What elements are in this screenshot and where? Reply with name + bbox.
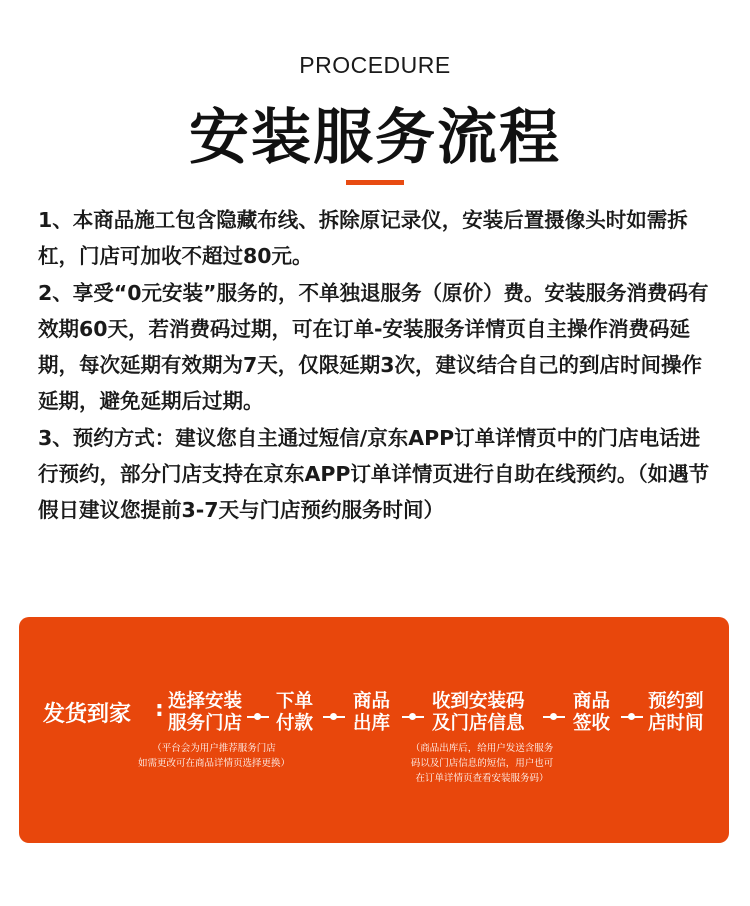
step-line: 出库 (353, 713, 391, 734)
flow-step-dispatch (353, 691, 390, 735)
flow-note-code (402, 741, 562, 786)
note-line: 如需更改可在商品详情页选择更换） (137, 758, 290, 769)
notes-list (38, 202, 718, 529)
step-line: 服务门店 (168, 713, 243, 734)
page-title: 安装服务流程 (189, 103, 561, 173)
note-item: 1、本商品施工包含隐藏布线、拆除原记录仪，安装后置摄像头时如需拆杠，门店可加收不超过80元。 (38, 208, 688, 269)
flow-arrow-icon (621, 713, 643, 721)
step-line: 预约到 (648, 691, 704, 712)
flow-step-book-time (648, 691, 704, 735)
step-line: 商品 (353, 691, 391, 712)
process-flow-panel (19, 617, 729, 843)
flow-colon: : (155, 697, 164, 722)
flow-arrow-icon (323, 713, 345, 721)
note-line: （商品出库后，给用户发送含服务 (410, 743, 554, 754)
step-line: 及门店信息 (432, 713, 525, 734)
flow-note-store (114, 741, 314, 771)
step-line: 下单 (276, 691, 314, 712)
step-line: 签收 (573, 713, 611, 734)
note-line: 码以及门店信息的短信，用户也可 (410, 758, 554, 769)
flow-step-select-store (168, 691, 242, 735)
step-line: 收到安装码 (432, 691, 525, 712)
step-line: 选择安装 (168, 691, 243, 712)
flow-arrow-icon (402, 713, 424, 721)
step-line: 付款 (276, 713, 314, 734)
step-line: 店时间 (648, 713, 704, 734)
flow-arrow-icon (543, 713, 565, 721)
note-item: 3、预约方式：建议您自主通过短信/京东APP订单详情页中的门店电话进行预约，部分门店支持在京东APP订单详情页进行自助在线预约。（如遇节假日建议您提前3-7天与门店预约服务时间） (38, 425, 710, 523)
flow-step-receive-code (432, 691, 525, 735)
title-underline (346, 180, 404, 185)
section-subtitle: PROCEDURE (299, 52, 451, 78)
flow-step-order-pay (276, 691, 313, 735)
flow-step-sign-for (573, 691, 610, 735)
step-line: 商品 (573, 691, 611, 712)
note-line: （平台会为用户推荐服务门店 (152, 743, 276, 754)
note-item: 2、享受“0元安装”服务的，不单独退服务（原价）费。安装服务消费码有效期60天，若消费码过期，可在订单-安装服务详情页自主操作消费码延期，每次延期有效期为7天，仅限延期3次，建议结合自己的到店时间操作延期，避免延期后过期。 (38, 280, 709, 414)
note-line: 在订单详情页查看安装服务码） (415, 773, 549, 784)
flow-arrow-icon (247, 713, 269, 721)
flow-label: 发货到家 (43, 702, 132, 727)
